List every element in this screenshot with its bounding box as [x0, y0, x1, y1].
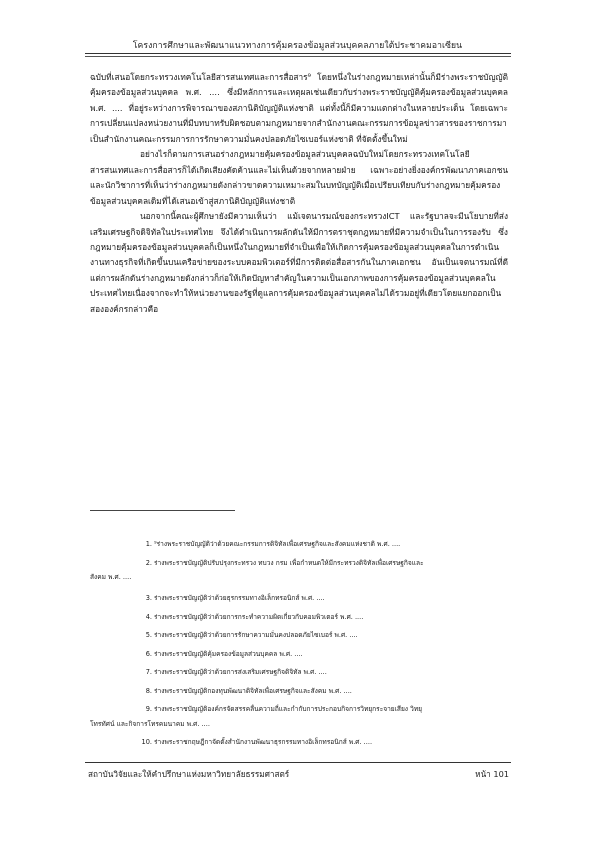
footer-rule: [85, 762, 511, 763]
footnote-number: 5.: [145, 631, 152, 639]
footnote-number: 8.: [145, 687, 152, 695]
footnote-text: ร่างพระราชบัญญัติว่าด้วยธุรกรรมทางอิเล็กทรอนิกส์ พ.ศ. ....: [154, 594, 325, 602]
footnote-number: 7.: [145, 668, 152, 676]
footnote-item: [90, 666, 508, 679]
footnote-number: 3.: [145, 594, 152, 602]
footnote-item: [90, 648, 508, 661]
footnote-item: [90, 685, 508, 698]
footnote-text: สังคม พ.ศ. ....: [90, 573, 132, 581]
page-number: หน้า 101: [475, 769, 509, 779]
paragraph-3: นอกจากนี้คณะผู้ศึกษายังมีความเห็นว่า แม้เจตนารมณ์ของกระทรวงICT และรัฐบาลจะมีนโยบายที่ส่งเสริมเศรษฐกิจดิจิทัลในประเทศไทย จึงได้ดำเนินการผลักดันให้มีการตราชุดกฎหมายที่มีความจำเป็นในการรองรับ ซึ่งกฎหมายคุ้มครองข้อมูลส่วนบุคคลก็เป็นหนึ่งในกฎหมายที่จำเป็นเพื่อให้เกิดการคุ้มครองข้อมูลส่วนบุคคลในการดำเนินงานทางธุรกิจที่เกิดขึ้นบนเครือข่ายของระบบคอมพิวเตอร์ที่มีการติดต่อสื่อสารกันในภาคเอกชน อันเป็นเจตนารมณ์ที่ดี แต่การผลักดันร่างกฎหมายดังกล่าวก็ก่อให้เกิดปัญหาสำคัญในความเป็นเอกภาพของการคุ้มครองข้อมูลส่วนบุคคลในประเทศไทยเนื่องจากจะทำให้หน่วยงานของรัฐที่ดูแลการคุ้มครองข้อมูลส่วนบุคคลไม่ได้รวมอยู่ที่เดียวโดยแยกออกเป็นสององค์กรกล่าวคือ: [90, 211, 508, 314]
footnote-item: [90, 703, 508, 716]
footnote-text: ร่างพระราชบัญญัติองค์กรจัดสรรคลื่นความถี่และกำกับการประกอบกิจการวิทยุกระจายเสียง วิทยุ: [154, 705, 423, 713]
footnote-text: ร่างพระราชกฤษฎีกาจัดตั้งสำนักงานพัฒนาธุรกรรมทางอิเล็กทรอนิกส์ พ.ศ. ....: [154, 738, 373, 746]
footnote-text: ร่างพระราชบัญญัติว่าด้วยการรักษาความมั่นคงปลอดภัยไซเบอร์ พ.ศ. ....: [154, 631, 358, 639]
footnote-number: 4.: [145, 613, 152, 621]
header-title: โครงการศึกษาและพัฒนาแนวทางการคุ้มครองข้อมูลส่วนบุคคลภายใต้ประชาคมอาเซียน: [132, 41, 463, 51]
footnote-item: [90, 592, 508, 605]
footnote-text: ร่างพระราชบัญญัติว่าด้วยการส่งเสริมเศรษฐกิจดิจิทัล พ.ศ. ....: [154, 668, 327, 676]
footnote-number: 2.: [145, 559, 152, 567]
footnote-number: 9.: [145, 705, 152, 713]
paragraph-2: อย่างไรก็ตามการเสนอร่างกฎหมายคุ้มครองข้อมูลส่วนบุคคลฉบับใหม่โดยกระทรวงเทคโนโลยีสารสนเทศและการสื่อสารก็ได้เกิดเสียงคัดค้านและไม่เห็นด้วยจากหลายฝ่าย เฉพาะอย่างยิ่งองค์กรพัฒนาภาคเอกชนและนักวิชาการที่เห็นว่าร่างกฎหมายดังกล่าวขาดความเหมาะสมในบทบัญญัติเมื่อเปรียบเทียบกับร่างกฎหมายคุ้มครองข้อมูลส่วนบุคคลเดิมที่ได้เสนอเข้าสู่สภานิติบัญญัติแห่งชาติ: [90, 149, 508, 206]
footnote-text: โทรทัศน์ และกิจการโทรคมนาคม พ.ศ. ....: [90, 720, 210, 728]
footnote-item: [90, 629, 508, 642]
paragraph-1: ฉบับที่เสนอโดยกระทรวงเทคโนโลยีสารสนเทศและการสื่อสาร⁹ โดยหนึ่งในร่างกฎหมายเหล่านั้นก็มีร่างพระราชบัญญัติคุ้มครองข้อมูลส่วนบุคคล พ.ศ. .... ซึ่งมีหลักการและเหตุผลเช่นเดียวกับร่างพระราชบัญญัติคุ้มครองข้อมูลส่วนบุคคล พ.ศ. .... ที่อยู่ระหว่างการพิจารณาของสภานิติบัญญัติแห่งชาติ แต่ทั้งนี้ก็มีความแตกต่างในหลายประเด็น โดยเฉพาะการเปลี่ยนแปลงหน่วยงานที่มีบทบาทรับผิดชอบตามกฎหมายจากสำนักงานคณะกรรมการข้อมูลข่าวสารของราชการมาเป็นสำนักงานคณะกรรมการการรักษาความมั่นคงปลอดภัยไซเบอร์แห่งชาติ ที่จัดตั้งขึ้นใหม่: [90, 72, 508, 144]
footnote-text: ร่างพระราชบัญญัติปรับปรุงกระทรวง ทบวง กรม เพื่อกำหนดให้มีกระทรวงดิจิทัลเพื่อเศรษฐกิจและ: [154, 559, 424, 567]
footnote-text: ⁹ร่างพระราชบัญญัติว่าด้วยคณะกรรมการดิจิทัลเพื่อเศรษฐกิจและสังคมแห่งชาติ พ.ศ. ....: [154, 540, 401, 548]
footer-institution: สถาบันวิจัยและให้คำปรึกษาแห่งมหาวิทยาลัยธรรมศาสตร์: [88, 769, 290, 779]
footnote-item-continued: [90, 571, 508, 584]
footnote-item-continued: [90, 718, 508, 731]
footnote-item: [90, 736, 508, 749]
footnote-text: ร่างพระราชบัญญัติคุ้มครองข้อมูลส่วนบุคคล พ.ศ. ....: [154, 650, 303, 658]
body-text: [90, 70, 508, 317]
footnote-item: [90, 611, 508, 624]
footnote-number: 1.: [145, 540, 152, 548]
header-rule-thin: [85, 56, 511, 57]
footnote-number: 10.: [141, 738, 152, 746]
footnote-item: [90, 557, 508, 570]
footnote-text: ร่างพระราชบัญญัติกองทุนพัฒนาดิจิทัลเพื่อเศรษฐกิจและสังคม พ.ศ. ....: [154, 687, 352, 695]
footnote-number: 6.: [145, 650, 152, 658]
footnote-item: [90, 538, 508, 551]
header-rule: [85, 53, 511, 54]
footnote-text: ร่างพระราชบัญญัติว่าด้วยการกระทำความผิดเกี่ยวกับคอมพิวเตอร์ พ.ศ. ....: [154, 613, 364, 621]
footnote-separator: [90, 510, 235, 511]
